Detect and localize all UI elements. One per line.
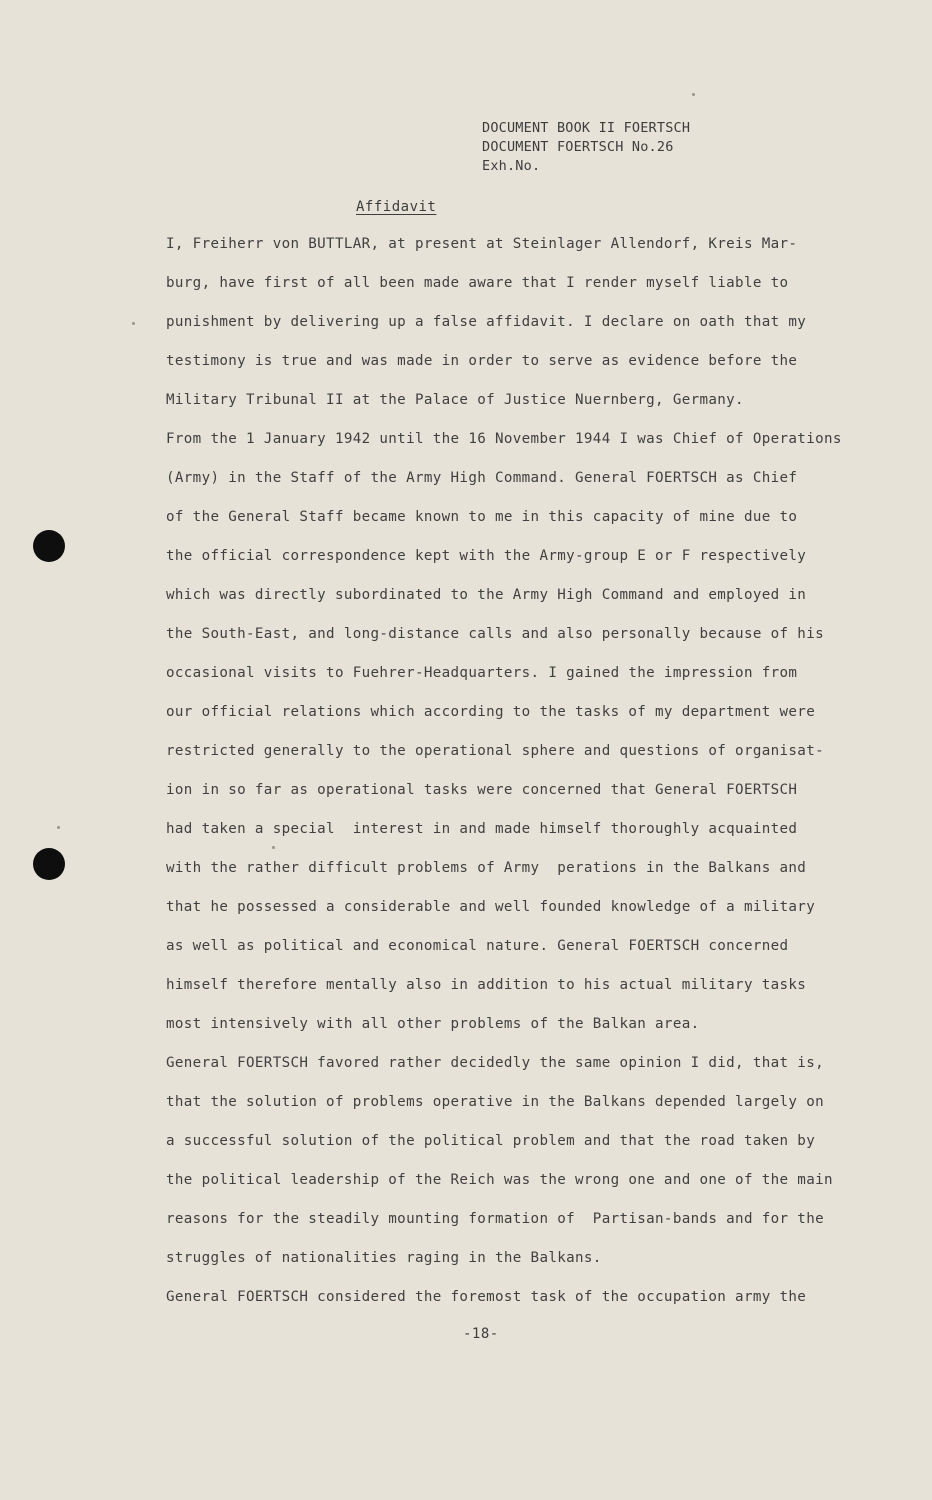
body-line: a successful solution of the political problem and that the road taken by <box>166 1133 816 1149</box>
body-line: I, Freiherr von BUTTLAR, at present at Steinlager Allendorf, Kreis Mar- <box>166 236 798 252</box>
body-line: the official correspondence kept with the Army-group E or F respectively <box>166 548 807 564</box>
body-line: occasional visits to Fuehrer-Headquarters. I gained the impression from <box>166 665 798 681</box>
paper-speck <box>132 322 135 325</box>
body-line: burg, have first of all been made aware that I render myself liable to <box>166 275 789 291</box>
body-line: punishment by delivering up a false affidavit. I declare on oath that my <box>166 314 807 330</box>
body-line: From the 1 January 1942 until the 16 November 1944 I was Chief of Operations <box>166 431 842 447</box>
body-line: testimony is true and was made in order to serve as evidence before the <box>166 353 798 369</box>
body-line: as well as political and economical nature. General FOERTSCH concerned <box>166 938 789 954</box>
document-header <box>482 119 690 176</box>
page-number: -18- <box>463 1326 499 1342</box>
body-line: that he possessed a considerable and well founded knowledge of a military <box>166 899 816 915</box>
body-line: Military Tribunal II at the Palace of Justice Nuernberg, Germany. <box>166 392 744 408</box>
body-line: General FOERTSCH favored rather decidedly the same opinion I did, that is, <box>166 1055 824 1071</box>
paper-speck <box>57 826 60 829</box>
affidavit-body <box>166 234 906 1326</box>
body-line: (Army) in the Staff of the Army High Command. General FOERTSCH as Chief <box>166 470 798 486</box>
body-line: the South-East, and long-distance calls and also personally because of his <box>166 626 824 642</box>
body-line: restricted generally to the operational sphere and questions of organisat- <box>166 743 824 759</box>
punch-hole-icon <box>33 530 65 562</box>
body-line: that the solution of problems operative in the Balkans depended largely on <box>166 1094 824 1110</box>
document-number-line: DOCUMENT FOERTSCH No.26 <box>482 139 674 155</box>
body-line: with the rather difficult problems of Army perations in the Balkans and <box>166 860 807 876</box>
body-line: reasons for the steadily mounting formation of Partisan-bands and for the <box>166 1211 824 1227</box>
body-line: ion in so far as operational tasks were concerned that General FOERTSCH <box>166 782 798 798</box>
body-line: struggles of nationalities raging in the Balkans. <box>166 1250 602 1266</box>
body-line: most intensively with all other problems of the Balkan area. <box>166 1016 700 1032</box>
body-line: had taken a special interest in and made himself thoroughly acquainted <box>166 821 798 837</box>
body-line: of the General Staff became known to me in this capacity of mine due to <box>166 509 798 525</box>
punch-hole-icon <box>33 848 65 880</box>
body-line: which was directly subordinated to the Army High Command and employed in <box>166 587 807 603</box>
document-book-line: DOCUMENT BOOK II FOERTSCH <box>482 120 691 136</box>
body-line: the political leadership of the Reich was the wrong one and one of the main <box>166 1172 833 1188</box>
body-line: himself therefore mentally also in addition to his actual military tasks <box>166 977 807 993</box>
exhibit-number-line: Exh.No. <box>482 158 541 174</box>
body-line: General FOERTSCH considered the foremost task of the occupation army the <box>166 1289 807 1305</box>
document-title: Affidavit <box>356 199 437 215</box>
body-line: our official relations which according to the tasks of my department were <box>166 704 816 720</box>
paper-speck <box>692 93 695 96</box>
